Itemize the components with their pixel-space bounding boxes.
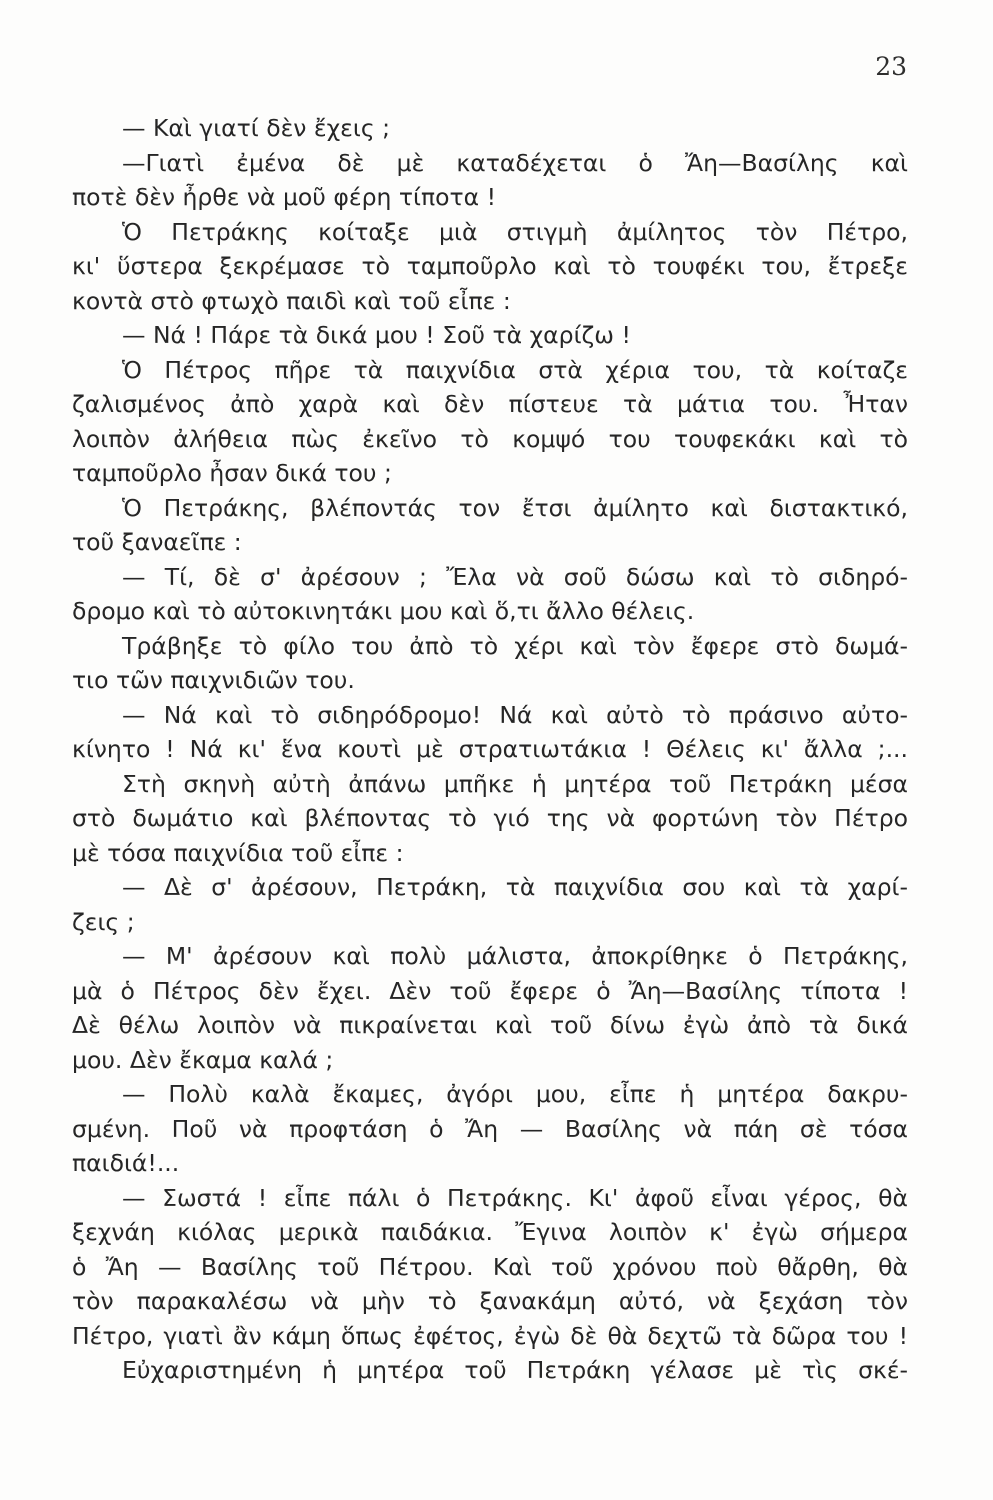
text-line: — Σωστά ! εἶπε πάλι ὁ Πετράκης. Κι' ἀφοῦ εἶναι γέρος, θὰ bbox=[122, 1183, 908, 1212]
text-line: δρομο καὶ τὸ αὐτοκινητάκι μου καὶ ὅ,τι ἄλλο θέλεις. bbox=[72, 597, 695, 625]
text-line: — Τί, δὲ σ' ἀρέσουν ; Ἔλα νὰ σοῦ δώσω καὶ τὸ σιδηρό- bbox=[122, 562, 908, 591]
text-line: ὁ Ἄη — Βασίλης τοῦ Πέτρου. Καὶ τοῦ χρόνου ποὺ θἄρθη, θὰ bbox=[72, 1252, 908, 1281]
text-line: Στὴ σκηνὴ αὐτὴ ἀπάνω μπῆκε ἡ μητέρα τοῦ Πετράκη μέσα bbox=[122, 769, 908, 798]
text-line: τιο τῶν παιχνιδιῶν του. bbox=[72, 666, 355, 694]
text-line: Ὁ Πετράκης, βλέποντάς τον ἔτσι ἀμίλητο καὶ διστακτικό, bbox=[122, 493, 908, 522]
text-line: — Νά ! Πάρε τὰ δικά μου ! Σοῦ τὰ χαρίζω ! bbox=[122, 321, 631, 349]
text-line: Ὁ Πετράκης κοίταξε μιὰ στιγμὴ ἀμίλητος τὸν Πέτρο, bbox=[122, 217, 908, 246]
text-line: ποτὲ δὲν ἦρθε νὰ μοῦ φέρη τίποτα ! bbox=[72, 183, 497, 211]
text-line: — Δὲ σ' ἀρέσουν, Πετράκη, τὰ παιχνίδια σου καὶ τὰ χαρί- bbox=[122, 873, 908, 901]
text-line: κοντὰ στὸ φτωχὸ παιδὶ καὶ τοῦ εἶπε : bbox=[72, 286, 511, 315]
text-line: μου. Δὲν ἔκαμα καλά ; bbox=[72, 1045, 334, 1074]
text-line: στὸ δωμάτιο καὶ βλέποντας τὸ γιό της νὰ φορτώνη τὸν Πέτρο bbox=[72, 804, 908, 832]
text-line: — Νά καὶ τὸ σιδηρόδρομο! Νά καὶ αὐτὸ τὸ πράσινο αὐτο- bbox=[122, 700, 908, 729]
text-line: κίνητο ! Νά κι' ἕνα κουτὶ μὲ στρατιωτάκια ! Θέλεις κι' ἄλλα ;... bbox=[72, 735, 908, 763]
text-line: ταμποῦρλο ἦσαν δικά του ; bbox=[72, 459, 392, 487]
text-line: Πέτρο, γιατὶ ἂν κάμη ὅπως ἐφέτος, ἐγὼ δὲ θὰ δεχτῶ τὰ δῶρα του ! bbox=[72, 1321, 908, 1350]
text-line: ξεχνάη κιόλας μερικὰ παιδάκια. Ἔγινα λοιπὸν κ' ἐγὼ σήμερα bbox=[72, 1218, 908, 1246]
text-line: Δὲ θέλω λοιπὸν νὰ πικραίνεται καὶ τοῦ δίνω ἐγὼ ἀπὸ τὰ δικά bbox=[72, 1011, 908, 1039]
text-line: Εὐχαριστημένη ἡ μητέρα τοῦ Πετράκη γέλασε μὲ τὶς σκέ- bbox=[122, 1356, 908, 1384]
text-line: Τράβηξε τὸ φίλο του ἀπὸ τὸ χέρι καὶ τὸν ἔφερε στὸ δωμά- bbox=[122, 631, 908, 660]
text-line: λοιπὸν ἀλήθεια πὼς ἐκεῖνο τὸ κομψό του τουφεκάκι καὶ τὸ bbox=[72, 424, 908, 453]
text-line: τὸν παρακαλέσω νὰ μὴν τὸ ξανακάμη αὐτό, νὰ ξεχάση τὸν bbox=[72, 1287, 908, 1315]
text-line: Ὁ Πέτρος πῆρε τὰ παιχνίδια στὰ χέρια του, τὰ κοίταζε bbox=[122, 355, 908, 384]
text-line: —Γιατὶ ἐμένα δὲ μὲ καταδέχεται ὁ Ἄη—Βασίλης καὶ bbox=[122, 148, 908, 177]
text-line: μὲ τόσα παιχνίδια τοῦ εἶπε : bbox=[72, 838, 404, 867]
text-line: — Καὶ γιατί δὲν ἔχεις ; bbox=[122, 114, 391, 142]
text-line: ζεις ; bbox=[72, 907, 135, 936]
text-line: σμένη. Ποῦ νὰ προφτάση ὁ Ἄη — Βασίλης νὰ πάη σὲ τόσα bbox=[72, 1114, 908, 1143]
text-line: μὰ ὁ Πέτρος δὲν ἔχει. Δὲν τοῦ ἔφερε ὁ Ἄη—Βασίλης τίποτα ! bbox=[72, 976, 908, 1005]
text-line: — Μ' ἀρέσουν καὶ πολὺ μάλιστα, ἀποκρίθηκε ὁ Πετράκης, bbox=[122, 942, 908, 970]
text-line: παιδιά!... bbox=[72, 1149, 180, 1177]
text-line: ζαλισμένος ἀπὸ χαρὰ καὶ δὲν πίστευε τὰ μάτια του. Ἦταν bbox=[72, 390, 908, 418]
page-number: 23 bbox=[875, 52, 907, 81]
body-text bbox=[72, 111, 908, 1388]
text-line: — Πολὺ καλὰ ἔκαμες, ἀγόρι μου, εἶπε ἡ μητέρα δακρυ- bbox=[122, 1080, 908, 1108]
text-line: κι' ὕστερα ξεκρέμασε τὸ ταμποῦρλο καὶ τὸ τουφέκι του, ἔτρεξε bbox=[72, 252, 908, 280]
text-line: τοῦ ξαναεῖπε : bbox=[72, 528, 242, 556]
